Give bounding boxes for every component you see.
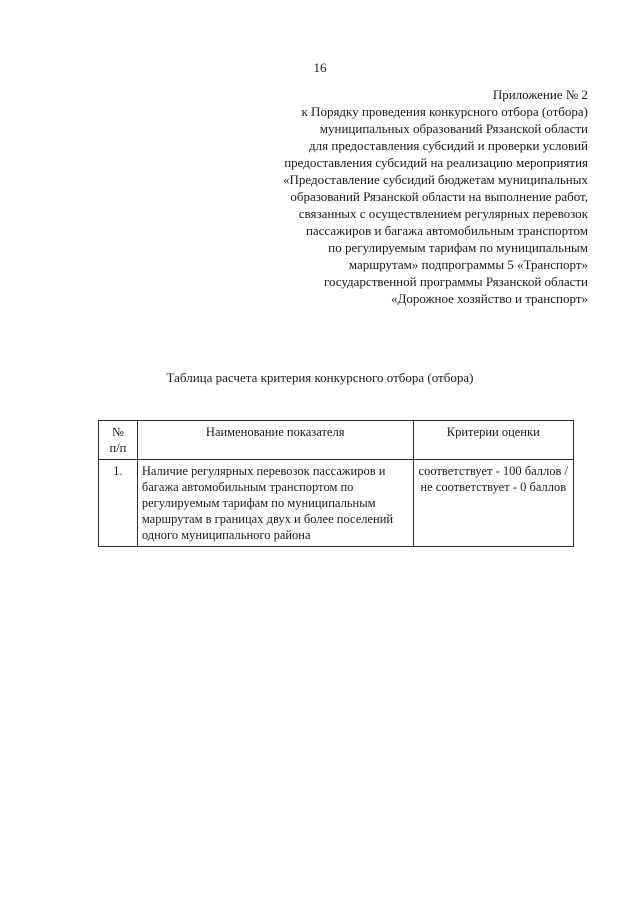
row-num: 1. bbox=[99, 460, 138, 547]
appendix-line: к Порядку проведения конкурсного отбора (отбора) bbox=[301, 104, 588, 119]
appendix-line: «Предоставление субсидий бюджетам муниципальных bbox=[283, 172, 588, 187]
appendix-line: для предоставления субсидий и проверки условий bbox=[309, 138, 588, 153]
appendix-line: связанных с осуществлением регулярных перевозок bbox=[298, 206, 588, 221]
appendix-header bbox=[188, 86, 588, 307]
table-header-row bbox=[99, 421, 574, 460]
appendix-line: образований Рязанской области на выполнение работ, bbox=[290, 189, 588, 204]
header-num-line: п/п bbox=[109, 441, 127, 455]
header-criteria: Критерии оценки bbox=[413, 421, 573, 460]
table-row bbox=[99, 460, 574, 547]
appendix-line: маршрутам» подпрограммы 5 «Транспорт» bbox=[348, 257, 588, 272]
row-criteria: соответствует - 100 баллов /не соответствует - 0 баллов bbox=[413, 460, 573, 547]
header-num-line: № bbox=[111, 425, 124, 439]
appendix-line: по регулируемым тарифам по муниципальным bbox=[328, 240, 588, 255]
appendix-line: «Дорожное хозяйство и транспорт» bbox=[391, 291, 588, 306]
appendix-line: Приложение № 2 bbox=[492, 87, 588, 102]
row-name: Наличие регулярных перевозок пассажиров и багажа автомобильным транспортом по регулируемым тарифам по муниципальным маршрутам в границах двух и более поселений одного муниципального района bbox=[137, 460, 413, 547]
appendix-line: государственной программы Рязанской области bbox=[323, 274, 588, 289]
page-number: 16 bbox=[313, 60, 327, 75]
appendix-line: предоставления субсидий на реализацию мероприятия bbox=[284, 155, 588, 170]
header-num bbox=[99, 421, 138, 460]
criteria-table bbox=[98, 420, 574, 547]
table-title: Таблица расчета критерия конкурсного отбора (отбора) bbox=[166, 370, 474, 385]
header-name: Наименование показателя bbox=[137, 421, 413, 460]
appendix-line: муниципальных образований Рязанской области bbox=[319, 121, 588, 136]
appendix-line: пассажиров и багажа автомобильным транспортом bbox=[305, 223, 588, 238]
